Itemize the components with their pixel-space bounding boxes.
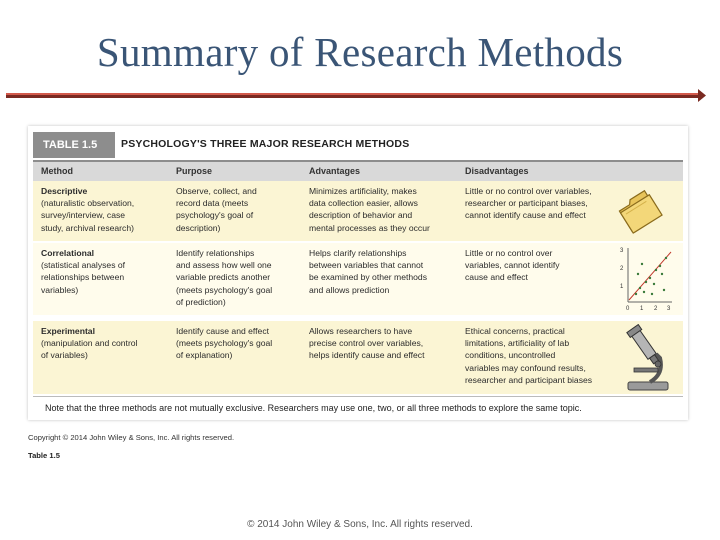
note-text: Note that the three methods are not mutually exclusive. Researchers may use one, two, or all three methods to explore the same topic. <box>45 403 582 413</box>
purpose-cell: Identify relationships and assess how well one variable predicts another (meets psychology's goal of prediction) <box>176 248 273 307</box>
y-tick-label: 1 <box>620 284 624 290</box>
column-header-row <box>33 160 683 181</box>
title-divider-arrow <box>6 89 706 103</box>
x-tick-label: 2 <box>654 306 658 312</box>
column-header-method: Method <box>41 166 73 176</box>
disadvantages-cell: Ethical concerns, practical limitations, artificiality of lab conditions, uncontrolled variables may confound results, researcher and participant biases <box>465 326 593 385</box>
column-header-disadvantages: Disadvantages <box>465 166 529 176</box>
slide-title: Summary of Research Methods <box>96 29 624 75</box>
y-tick-label: 3 <box>620 248 624 254</box>
purpose-cell: Identify cause and effect (meets psychology's goal of explanation) <box>176 326 273 361</box>
table-figure <box>28 126 688 420</box>
y-tick-label: 2 <box>620 266 624 272</box>
x-tick-label: 0 <box>626 306 630 312</box>
column-header-purpose: Purpose <box>176 166 213 176</box>
slide-footer: © 2014 John Wiley & Sons, Inc. All rights reserved. <box>247 519 473 530</box>
table-caption: PSYCHOLOGY'S THREE MAJOR RESEARCH METHODS <box>121 138 410 150</box>
folder-icon <box>614 184 666 236</box>
table-tag: TABLE 1.5 <box>33 132 115 158</box>
method-cell: Experimental (manipulation and control of variables) <box>41 326 138 361</box>
method-cell: Correlational (statistical analyses of relationships between variables) <box>41 248 126 295</box>
x-tick-label: 1 <box>640 306 644 312</box>
table-row-descriptive <box>33 181 683 241</box>
microscope-icon <box>620 324 676 394</box>
disadvantages-cell: Little or no control over variables, researcher or participant biases, cannot identify cause and effect <box>465 186 592 221</box>
table-note <box>33 396 683 419</box>
disadvantages-cell: Little or no control over variables, cannot identify cause and effect <box>465 248 560 283</box>
purpose-cell: Observe, collect, and record data (meets psychology's goal of description) <box>176 186 257 233</box>
column-header-advantages: Advantages <box>309 166 361 176</box>
scatter-plot-icon <box>616 244 674 314</box>
advantages-cell: Allows researchers to have precise control over variables, helps identify cause and effect <box>309 326 425 361</box>
advantages-cell: Helps clarify relationships between variables that cannot be examined by other methods and allows prediction <box>309 248 427 295</box>
x-tick-label: 3 <box>667 306 671 312</box>
table-row-correlational <box>33 243 683 315</box>
table-row-experimental <box>33 321 683 394</box>
figure-header <box>28 126 688 162</box>
figure-copyright: Copyright © 2014 John Wiley & Sons, Inc. All rights reserved. <box>28 433 235 442</box>
method-cell: Descriptive (naturalistic observation, survey/interview, case study, archival research) <box>41 186 135 233</box>
figure-label: Table 1.5 <box>28 451 60 460</box>
advantages-cell: Minimizes artificiality, makes data collection easier, allows description of behavior and mental processes as they occur <box>309 186 430 233</box>
